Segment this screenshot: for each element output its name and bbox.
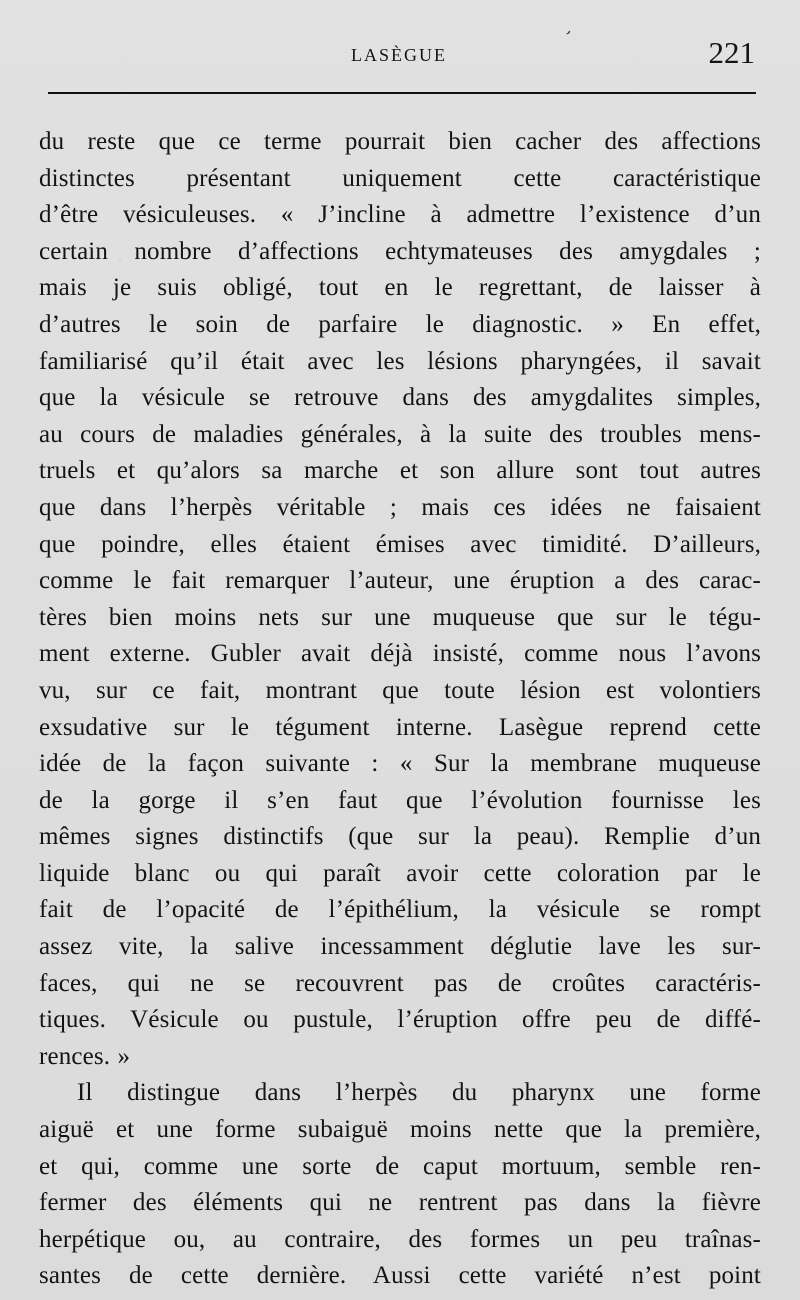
- paragraph-first-line: Il distingue dans l’herpès du pharynx une forme: [77, 1079, 761, 1107]
- text-line: mais je suis obligé, tout en le regrettant, de laisser à: [39, 274, 761, 302]
- running-head: [0, 28, 800, 80]
- text-line: de la gorge il s’en faut que l’évolution fournisse les: [39, 786, 761, 814]
- text-line: liquide blanc ou qui paraît avoir cette coloration par le: [39, 859, 761, 887]
- text-line: fermer des éléments qui ne rentrent pas dans la fièvre: [39, 1189, 761, 1217]
- header-rule: [48, 92, 756, 94]
- text-line: que dans l’herpès véritable ; mais ces idées ne faisaient: [39, 493, 761, 521]
- text-line: au cours de maladies générales, à la suite des troubles mens-: [39, 420, 761, 448]
- text-line: santes de cette dernière. Aussi cette variété n’est point: [39, 1262, 761, 1290]
- text-line: du reste que ce terme pourrait bien cacher des affections: [39, 128, 761, 155]
- page-number: 221: [708, 35, 755, 70]
- body-text: [39, 124, 761, 1295]
- text-line: idée de la façon suivante : « Sur la membrane muqueuse: [39, 750, 761, 778]
- text-line: d’autres le soin de parfaire le diagnostic. » En effet,: [39, 310, 761, 338]
- text-line: certain nombre d’affections echtymateuses des amygdales ;: [39, 237, 761, 265]
- text-line: fait de l’opacité de l’épithélium, la vésicule se rompt: [39, 896, 761, 924]
- text-line: tiques. Vésicule ou pustule, l’éruption offre peu de diffé-: [39, 1006, 761, 1034]
- text-line: d’être vésiculeuses. « J’incline à admettre l’existence d’un: [39, 201, 761, 229]
- text-line: herpétique ou, au contraire, des formes un peu traînas-: [39, 1225, 761, 1253]
- text-line: faces, qui ne se recouvrent pas de croûtes caractéris-: [39, 969, 761, 997]
- text-line: exsudative sur le tégument interne. Lasègue reprend cette: [39, 713, 761, 741]
- text-line: que poindre, elles étaient émises avec timidité. D’ailleurs,: [39, 530, 761, 558]
- text-line: ment externe. Gubler avait déjà insisté, comme nous l’avons: [39, 640, 761, 668]
- text-line: assez vite, la salive incessamment déglutie lave les sur-: [39, 933, 761, 961]
- text-line: distinctes présentant uniquement cette caractéristique: [39, 164, 761, 192]
- ink-mark: ,: [565, 17, 576, 38]
- text-line: comme le fait remarquer l’auteur, une éruption a des carac-: [39, 567, 761, 595]
- text-line: tères bien moins nets sur une muqueuse que sur le tégu-: [39, 603, 761, 631]
- text-line: familiarisé qu’il était avec les lésions pharyngées, il savait: [39, 347, 761, 375]
- text-line: aiguë et une forme subaiguë moins nette que la première,: [39, 1116, 761, 1144]
- running-title: LASÈGUE: [351, 45, 447, 65]
- text-line: rences. »: [39, 1042, 131, 1070]
- text-line: mêmes signes distinctifs (que sur la peau). Remplie d’un: [39, 823, 761, 851]
- text-line: vu, sur ce fait, montrant que toute lésion est volontiers: [39, 676, 761, 704]
- text-line: que la vésicule se retrouve dans des amygdalites simples,: [39, 384, 761, 412]
- text-line: et qui, comme une sorte de caput mortuum, semble ren-: [39, 1152, 761, 1180]
- text-line: truels et qu’alors sa marche et son allure sont tout autres: [39, 457, 761, 485]
